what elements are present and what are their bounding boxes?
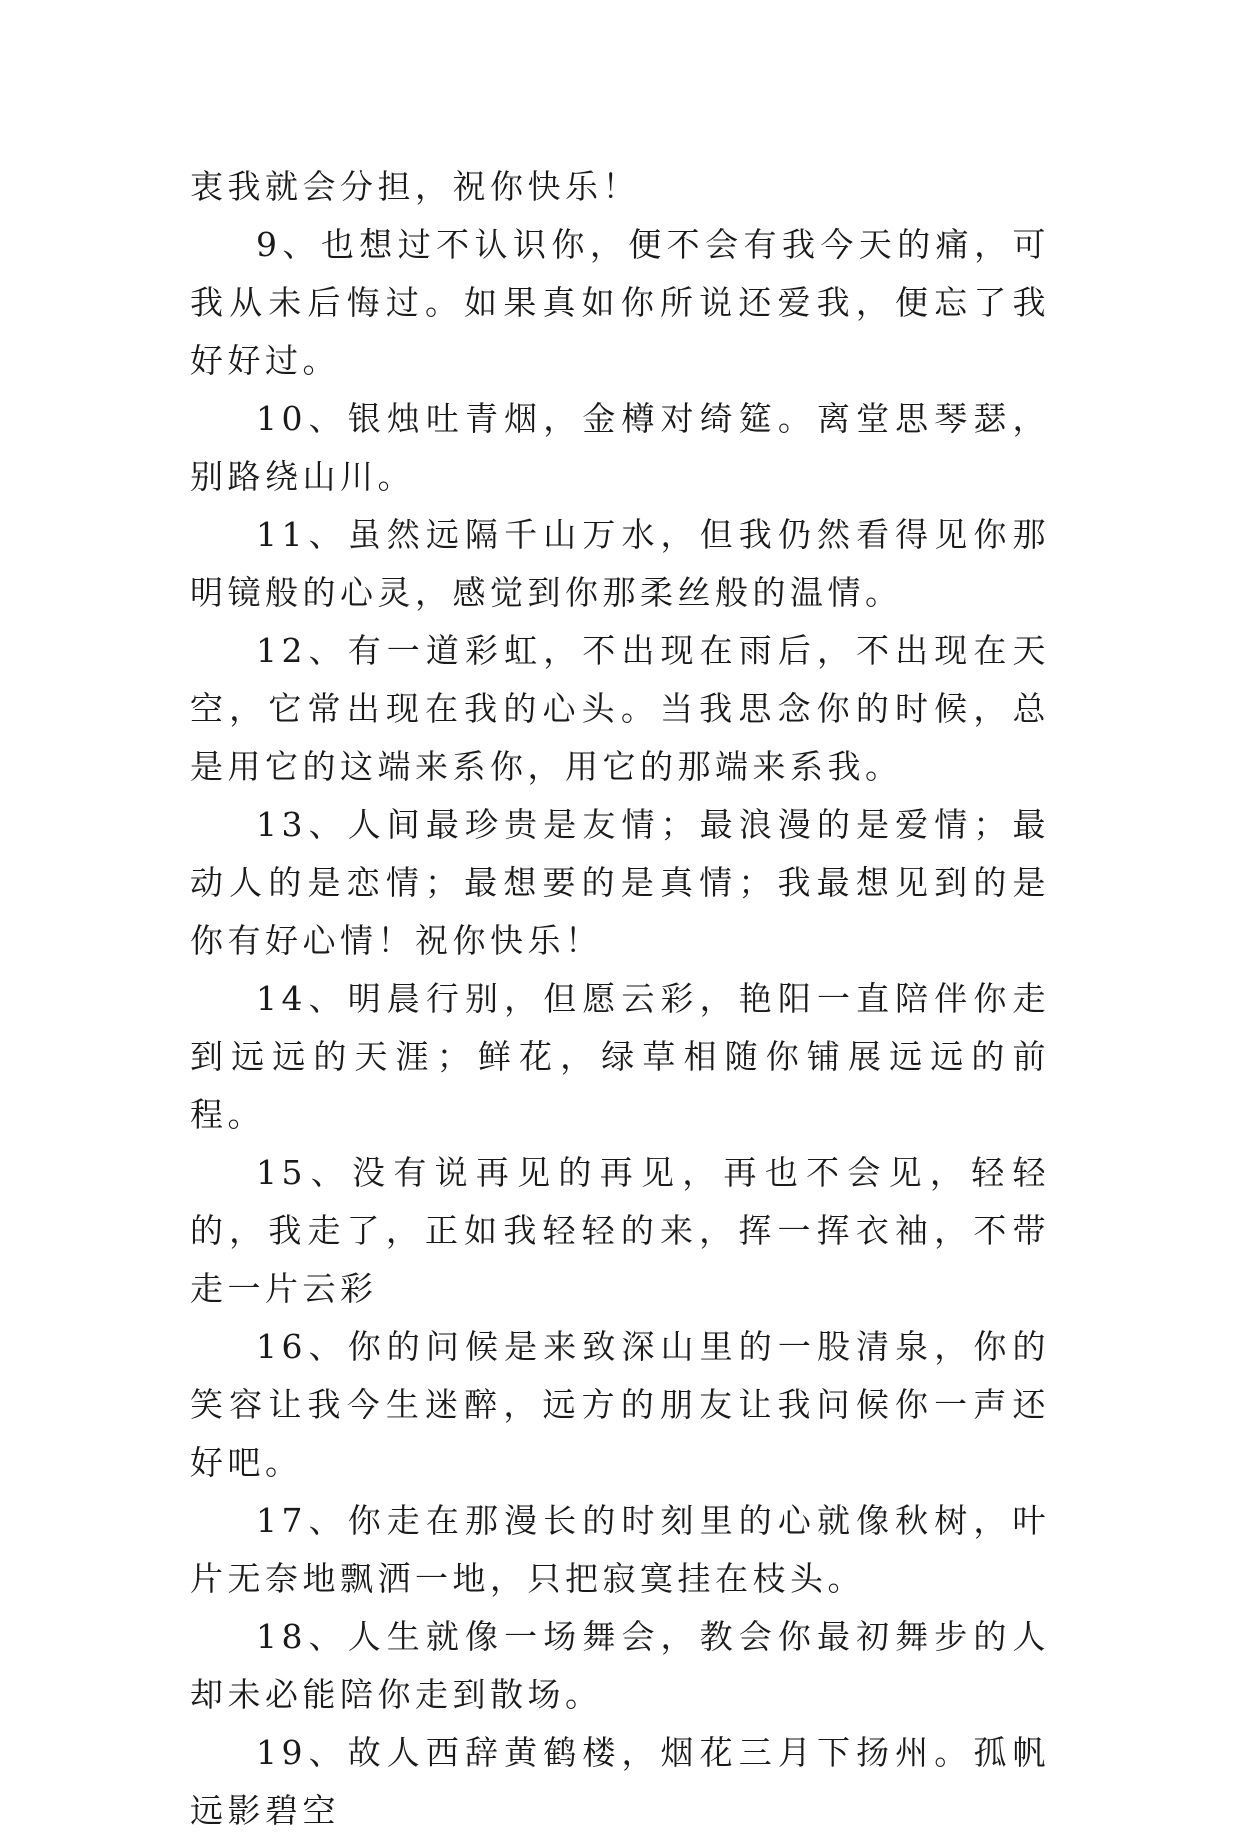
paragraph-12: 12、有一道彩虹，不出现在雨后，不出现在天空，它常出现在我的心头。当我思念你的时候，总是用它的这端来系你，用它的那端来系我。 [190, 631, 1050, 786]
paragraph-13: 13、人间最珍贵是友情；最浪漫的是爱情；最动人的是恋情；最想要的是真情；我最想见到的是你有好心情！祝你快乐！ [190, 805, 1050, 960]
paragraph-10: 10、银烛吐青烟，金樽对绮筵。离堂思琴瑟，别路绕山川。 [190, 399, 1050, 496]
paragraph-18: 18、人生就像一场舞会，教会你最初舞步的人却未必能陪你走到散场。 [190, 1617, 1050, 1714]
paragraph-14: 14、明晨行别，但愿云彩，艳阳一直陪伴你走到远远的天涯；鲜花，绿草相随你铺展远远的前程。 [190, 979, 1050, 1134]
paragraph-19: 19、故人西辞黄鹤楼，烟花三月下扬州。孤帆远影碧空 [190, 1733, 1050, 1830]
paragraph-9: 9、也想过不认识你，便不会有我今天的痛，可我从未后悔过。如果真如你所说还爱我，便忘了我好好过。 [190, 225, 1050, 380]
paragraph-17: 17、你走在那漫长的时刻里的心就像秋树，叶片无奈地飘洒一地，只把寂寞挂在枝头。 [190, 1501, 1050, 1598]
paragraph-11: 11、虽然远隔千山万水，但我仍然看得见你那明镜般的心灵，感觉到你那柔丝般的温情。 [190, 515, 1050, 612]
document-body [190, 158, 1050, 1840]
paragraph-16: 16、你的问候是来致深山里的一股清泉，你的笑容让我今生迷醉，远方的朋友让我问候你一声还好吧。 [190, 1327, 1050, 1482]
paragraph-15: 15、没有说再见的再见，再也不会见，轻轻的，我走了，正如我轻轻的来，挥一挥衣袖，不带走一片云彩 [190, 1153, 1050, 1308]
paragraph-continuation: 衷我就会分担，祝你快乐！ [190, 167, 640, 206]
